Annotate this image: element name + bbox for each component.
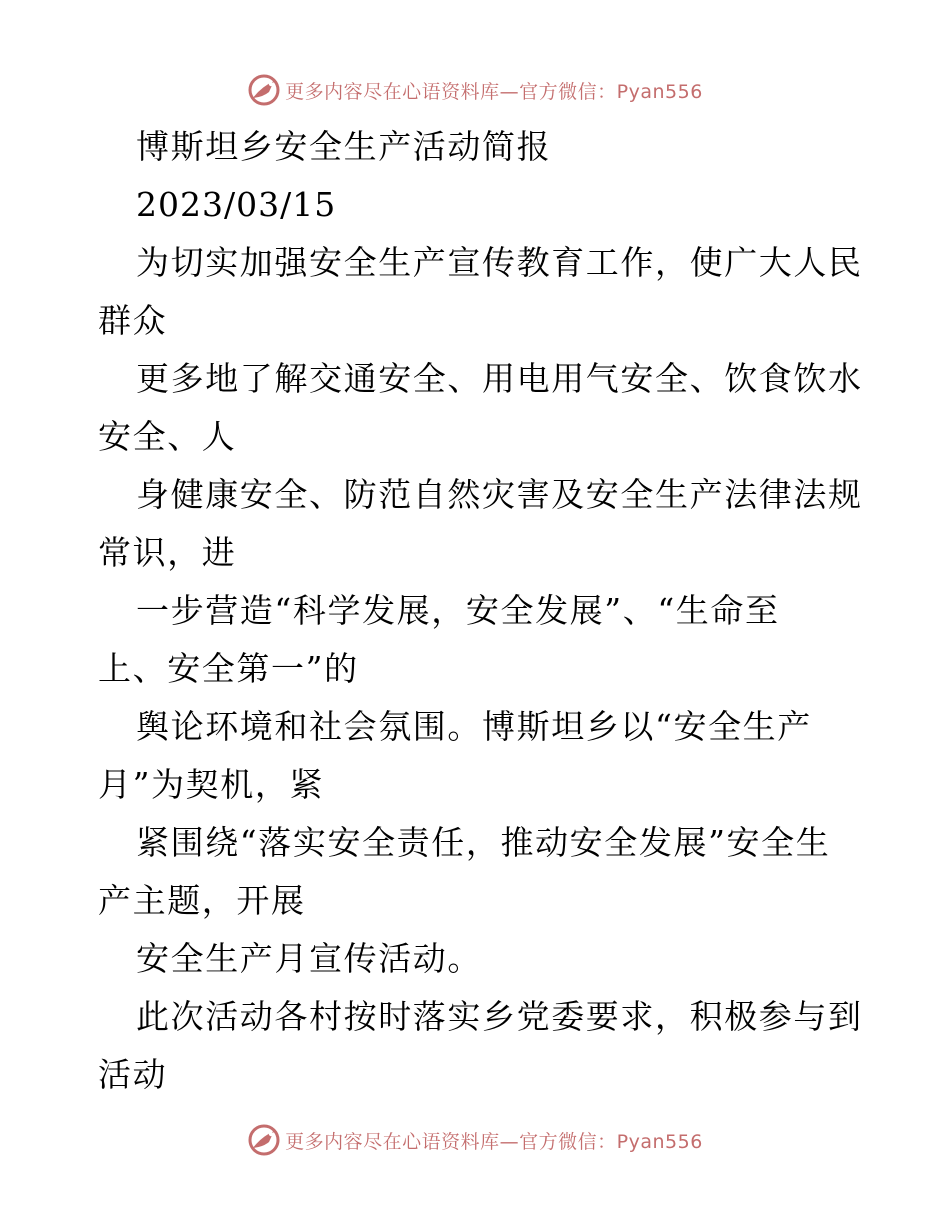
paragraph-line: 一步营造“科学发展，安全发展”、“生命至 — [136, 591, 780, 630]
paragraph-line: 安全生产月宣传活动。 — [136, 939, 482, 978]
paragraph-line: 紧围绕“落实安全责任，推动安全发展”安全生 — [136, 823, 831, 862]
footer-watermark — [0, 1120, 950, 1160]
paragraph-line: 此次活动各村按时落实乡党委要求，积极参与到 — [136, 997, 863, 1036]
paragraph-line: 群众 — [98, 301, 168, 340]
paragraph-line: 产主题，开展 — [98, 881, 306, 920]
paragraph-line: 上、安全第一”的 — [98, 649, 359, 688]
document-body — [98, 118, 863, 1104]
watermark-text: 更多内容尽在心语资料库—官方微信：Pyan556 — [285, 1130, 703, 1153]
watermark-text: 更多内容尽在心语资料库—官方微信：Pyan556 — [285, 80, 703, 103]
document-title: 博斯坦乡安全生产活动简报 — [136, 127, 552, 166]
paragraph-line: 安全、人 — [98, 417, 237, 456]
pen-logo-icon — [247, 73, 281, 107]
paragraph-line: 常识，进 — [98, 533, 237, 572]
paragraph-line: 舆论环境和社会氛围。博斯坦乡以“安全生产 — [136, 707, 812, 746]
paragraph-line: 活动 — [98, 1055, 168, 1094]
paragraph-line: 更多地了解交通安全、用电用气安全、饮食饮水 — [136, 359, 863, 398]
document-date: 2023/03/15 — [136, 185, 337, 224]
paragraph-line: 身健康安全、防范自然灾害及安全生产法律法规 — [136, 475, 863, 514]
paragraph-line: 月”为契机，紧 — [98, 765, 325, 804]
pen-logo-icon — [247, 1123, 281, 1157]
header-watermark — [0, 70, 950, 110]
paragraph-line: 为切实加强安全生产宣传教育工作，使广大人民 — [136, 243, 863, 282]
